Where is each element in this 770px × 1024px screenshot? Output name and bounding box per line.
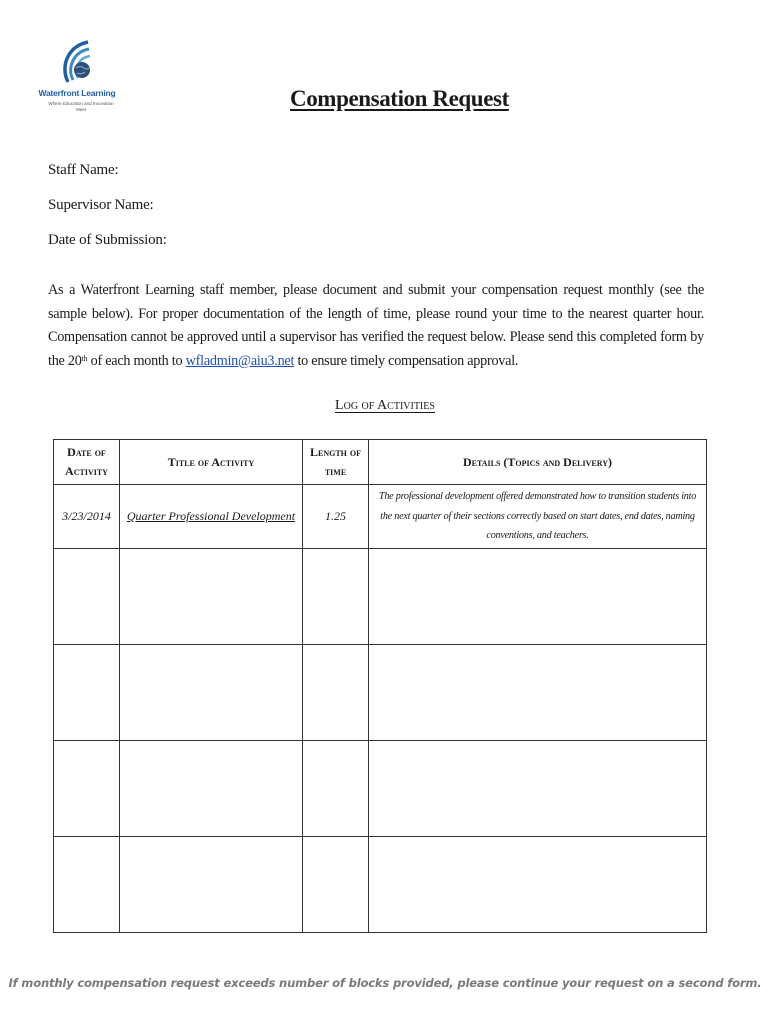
globe-wave-icon xyxy=(62,40,96,86)
email-link[interactable]: wfladmin@aiu3.net xyxy=(185,352,295,369)
sample-date: 3/23/2014 xyxy=(54,485,120,549)
details-cell[interactable] xyxy=(369,741,707,837)
column-header-details: Details (Topics and Delivery) xyxy=(369,440,707,485)
column-header-title: Title of Activity xyxy=(120,440,303,485)
details-cell[interactable] xyxy=(369,645,707,741)
date-cell[interactable] xyxy=(54,549,120,645)
length-cell[interactable] xyxy=(303,837,369,933)
table-row xyxy=(54,645,707,741)
table-row xyxy=(54,549,707,645)
logo-tagline: Where Education and Innovation Meet xyxy=(48,101,114,112)
details-cell[interactable] xyxy=(369,549,707,645)
date-of-submission-label: Date of Submission: xyxy=(48,232,167,248)
title-cell[interactable] xyxy=(120,837,303,933)
ordinal-suffix: th xyxy=(81,353,88,363)
date-cell[interactable] xyxy=(54,645,120,741)
waterfront-learning-logo xyxy=(38,40,118,122)
sample-details: The professional development offered demonstrated how to transition students into the next quarter of their sections correctly based on start dates, end dates, naming conventions, and teachers. xyxy=(369,485,707,549)
table-row xyxy=(54,837,707,933)
details-cell[interactable] xyxy=(369,837,707,933)
instructions-paragraph xyxy=(48,279,704,373)
table-row xyxy=(54,741,707,837)
staff-name-label: Staff Name: xyxy=(48,162,119,178)
instructions-text-3: to ensure timely compensation approval. xyxy=(294,352,519,369)
length-cell[interactable] xyxy=(303,645,369,741)
sample-title: Quarter Professional Development xyxy=(120,485,303,549)
title-cell[interactable] xyxy=(120,549,303,645)
date-cell[interactable] xyxy=(54,741,120,837)
title-cell[interactable] xyxy=(120,741,303,837)
instructions-text: As a Waterfront Learning staff member, please document and submit your compensation request monthly (see the sample below). For proper documentation of the length of time, please round your time to the nearest quarter hour. Compensation cannot be approved until a supervisor has verified the request below. Please send this completed form by the 20 xyxy=(48,282,704,369)
column-header-date: Date of Activity xyxy=(54,440,120,485)
table-header-row xyxy=(54,440,707,485)
footer-note: If monthly compensation request exceeds number of blocks provided, please continue your request on a second form. xyxy=(8,976,762,990)
supervisor-name-label: Supervisor Name: xyxy=(48,197,154,213)
sample-length: 1.25 xyxy=(303,485,369,549)
log-of-activities-heading xyxy=(0,398,770,414)
sample-row xyxy=(54,485,707,549)
page-title: Compensation Request xyxy=(290,86,509,111)
date-cell[interactable] xyxy=(54,837,120,933)
activity-log-table xyxy=(53,439,707,933)
column-header-length: Length of time xyxy=(303,440,369,485)
instructions-text-2: of each month to xyxy=(87,352,186,369)
title-cell[interactable] xyxy=(120,645,303,741)
logo-name: Waterfront Learning xyxy=(38,88,116,98)
length-cell[interactable] xyxy=(303,549,369,645)
log-title-text: Log of Activities xyxy=(335,398,435,413)
length-cell[interactable] xyxy=(303,741,369,837)
